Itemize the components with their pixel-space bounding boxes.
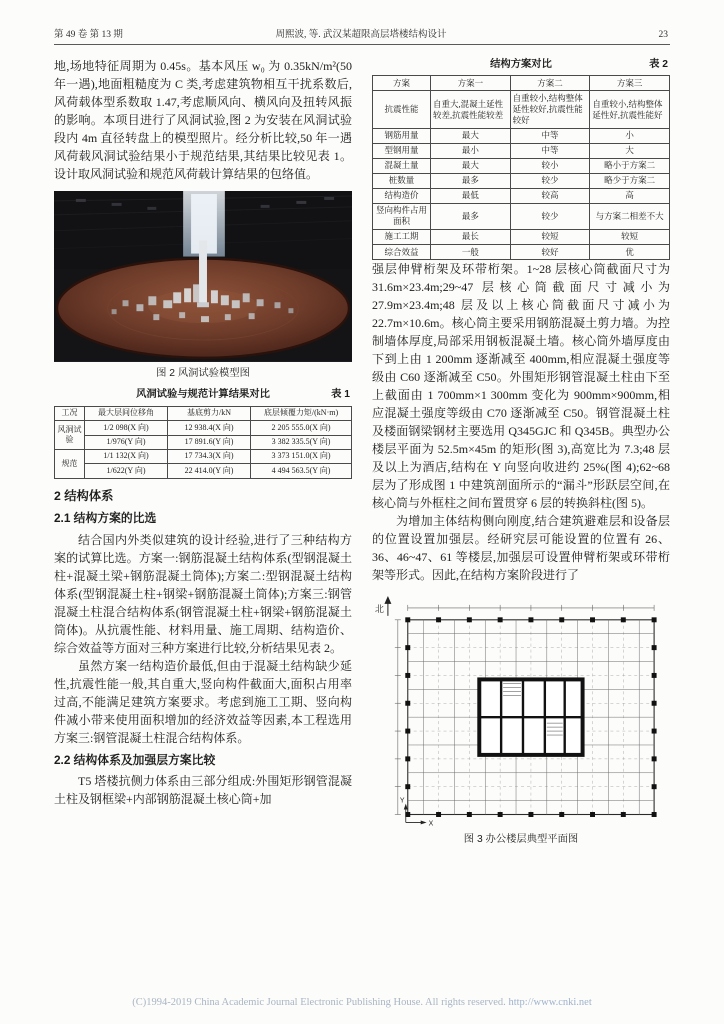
table-header-cell: 方案 [373, 76, 431, 91]
table-2-tag: 表 2 [649, 59, 668, 70]
table-cell: 最大 [431, 158, 511, 173]
table-cell: 竖向构件占用面积 [373, 203, 431, 229]
table-cell: 最长 [431, 229, 511, 244]
table-cell: 较高 [510, 188, 590, 203]
table-row [373, 203, 670, 229]
table-cell: 中等 [510, 128, 590, 143]
table-row [373, 91, 670, 128]
table-cell: 最多 [431, 203, 511, 229]
table-header-cell: 工况 [55, 406, 85, 420]
floor-plan-drawing [372, 592, 670, 828]
table-row [373, 76, 670, 91]
table-2-title [372, 57, 670, 72]
figure-2-caption: 图 2 风洞试验模型图 [156, 367, 250, 379]
table-cell: 1/622(Y 向) [85, 464, 168, 478]
right-column [372, 57, 670, 854]
table-row [373, 245, 670, 260]
table-cell: 22 414.0(Y 向) [168, 464, 251, 478]
table-header-cell: 方案一 [431, 76, 511, 91]
paragraph-core-dimensions: 强层伸臂桁架及环带桁架。1~28 层核心筒截面尺寸为 31.6m×23.4m;29~47 层核心筒截面尺寸减小为 27.9m×23.4m;48 层及以上核心筒截面尺寸减小为 22.7m×10.6m。核心筒主要采用钢筋混凝土剪力墙。为控制墙体厚度,局部采用钢板混凝土墙。核心筒外墙厚度由下到上由 1 200mm 逐渐减至 400mm,相应混凝土强度等级由 C60 逐渐减至 C50。外围矩形钢管混凝土柱由下至上截面由 1 700mm×1 300mm 变化为 900mm×900mm,相应混凝土强度等级由 C70 逐渐减至 C50。钢管混凝土柱及楼面钢梁钢材主要选用 Q345GJC 和 Q345B。典型办公楼层平面为 52.5m×45m 的矩形(图 3),高宽比为 7.3;48 层及以上为酒店,结构在 Y 向竖向收进约 25%(图 4);62~68 层为了形成图 1 中建筑剖面所示的“漏斗”形跃层空间,在核心筒与外框柱之间布置贯穿 6 层的转换斜柱(图 5)。 [372, 262, 670, 511]
table-row [373, 229, 670, 244]
table-cell: 12 938.4(X 向) [168, 421, 251, 435]
two-column-body [54, 57, 670, 854]
page-header [54, 26, 670, 45]
table-row [373, 143, 670, 158]
table-cell: 略少于方案二 [590, 173, 670, 188]
table-cell: 最多 [431, 173, 511, 188]
table-row [55, 464, 352, 478]
table-cell: 抗震性能 [373, 91, 431, 128]
table-cell: 较少 [510, 203, 590, 229]
table-row [55, 421, 352, 435]
table-header-cell: 方案二 [510, 76, 590, 91]
figure-2-wind-tunnel-photo [54, 191, 352, 362]
table-cell: 综合效益 [373, 245, 431, 260]
table-cell: 最大 [431, 128, 511, 143]
paragraph-strengthened-stories: 为增加主体结构侧向刚度,结合建筑避难层和设备层的位置设置加强层。经研究层可能设置的位置有 26、36、46~47、61 等楼层,加强层可设置伸臂桁架或环带桁架等形式。因此,在结构方案阶段进行了 [372, 514, 670, 583]
axis-y-label: Y [399, 797, 405, 805]
table-cell: 施工工期 [373, 229, 431, 244]
table-cell: 一般 [431, 245, 511, 260]
table-cell: 1/2 098(X 向) [85, 421, 168, 435]
paragraph-wind-load: 地,场地特征周期为 0.45s。基本风压 w₀ 为 0.35kN/m²(50 年一遇),地面粗糙度为 C 类,考虑建筑物相互干扰系数后,风荷载体型系数取 1.47,考虑顺风向、横风向及扭转风振的影响。本项目进行了风洞试验,图 2 为安装在风洞试验段内 4m 直径转盘上的模型照片。经分析比较,50 年一遇风荷载风洞试验结果小于规范结果,其结果比较见表 1。设计取风洞试验和规范风荷载计算结果的包络值。 [54, 59, 352, 181]
table-row [373, 158, 670, 173]
table-cell: 略小于方案二 [590, 158, 670, 173]
table-cell: 最小 [431, 143, 511, 158]
table-cell: 风洞试验 [55, 421, 85, 450]
table-cell: 中等 [510, 143, 590, 158]
table-cell: 2 205 555.0(X 向) [251, 421, 352, 435]
table-header-cell: 方案三 [590, 76, 670, 91]
table-header-cell: 最大层间位移角 [85, 406, 168, 420]
table-row [373, 173, 670, 188]
table-cell: 自重较小,结构整体延性较好,抗震性能较好 [510, 91, 590, 128]
paragraph-scheme-comparison: 结合国内外类似建筑的设计经验,进行了三种结构方案的试算比选。方案一:钢筋混凝土结构体系(型钢混凝土柱+混凝土梁+钢筋混凝土筒体);方案二:型钢混凝土结构体系(型钢混凝土柱+钢梁+钢筋混凝土筒体);方案三:钢管混凝土柱混合结构体系(钢管混凝土柱+钢梁+钢筋混凝土筒体)。从抗震性能、材料用量、施工周期、结构造价、综合效益等方面对三种方案进行比较,分析结果见表 2。 [54, 532, 352, 655]
table-row [373, 188, 670, 203]
table-cell: 桩数量 [373, 173, 431, 188]
table-row [373, 128, 670, 143]
table-cell: 较小 [510, 158, 590, 173]
volume-issue: 第 49 卷 第 13 期 [54, 30, 123, 40]
left-column [54, 57, 352, 854]
table-cell: 型钢用量 [373, 143, 431, 158]
table-header-cell: 底层倾覆力矩/(kN·m) [251, 406, 352, 420]
section-2-1-heading: 2.1 结构方案的比选 [54, 511, 157, 526]
paragraph-scheme-selection: 虽然方案一结构造价最低,但由于混凝土结构缺少延性,抗震性能一般,其自重大,竖向构件截面大,面积占用率过高,不能满足建筑方案要求。考虑到施工工期、竖向构件减小带来使用面积增加的经济效益等因素,本工程选用方案三:钢管混凝土柱混合结构体系。 [54, 658, 352, 745]
table-cell: 17 891.6(Y 向) [168, 435, 251, 449]
table-cell: 17 734.3(X 向) [168, 449, 251, 463]
table-header-cell: 基底剪力/kN [168, 406, 251, 420]
paragraph-lateral-system: T5 塔楼抗侧力体系由三部分组成:外围矩形钢管混凝土柱及钢框梁+内部钢筋混凝土核心筒+加 [54, 774, 352, 807]
table-cell: 较好 [510, 245, 590, 260]
table-cell: 优 [590, 245, 670, 260]
scheme-comparison-table [372, 75, 670, 260]
page-footer [0, 997, 724, 1008]
table-cell: 最低 [431, 188, 511, 203]
section-2-2-heading: 2.2 结构体系及加强层方案比较 [54, 752, 216, 767]
table-row [55, 449, 352, 463]
table-cell: 高 [590, 188, 670, 203]
figure-3-caption: 图 3 办公楼层典型平面图 [463, 834, 579, 846]
wind-tunnel-photo [54, 191, 352, 362]
table-cell: 规范 [55, 449, 85, 478]
table-cell: 较短 [510, 229, 590, 244]
table-2-title-text: 结构方案对比 [490, 59, 552, 70]
table-cell: 大 [590, 143, 670, 158]
table-cell: 3 373 151.0(X 向) [251, 449, 352, 463]
table-cell: 结构造价 [373, 188, 431, 203]
table-cell: 与方案二相差不大 [590, 203, 670, 229]
table-cell: 1/1 132(X 向) [85, 449, 168, 463]
copyright-notice: (C)1994-2019 China Academic Journal Electronic Publishing House. All rights reserved. [132, 997, 506, 1008]
table-cell: 3 382 335.5(Y 向) [251, 435, 352, 449]
page-number: 23 [658, 30, 668, 40]
table-cell: 较少 [510, 173, 590, 188]
table-1-tag: 表 1 [331, 389, 350, 401]
table-row [55, 406, 352, 420]
axis-x-label: X [428, 820, 434, 828]
running-title: 周熙波, 等. 武汉某超限高层塔楼结构设计 [275, 30, 447, 40]
table-row [55, 435, 352, 449]
table-cell: 小 [590, 128, 670, 143]
cnki-link[interactable]: http://www.cnki.net [508, 997, 592, 1008]
section-2-heading: 2 结构体系 [54, 488, 114, 503]
table-cell: 钢筋用量 [373, 128, 431, 143]
table-cell: 1/976(Y 向) [85, 435, 168, 449]
wind-tunnel-comparison-table [54, 406, 352, 479]
north-label: 北 [374, 603, 384, 614]
table-cell: 4 494 563.5(Y 向) [251, 464, 352, 478]
table-cell: 混凝土量 [373, 158, 431, 173]
figure-3-floor-plan [372, 592, 670, 828]
table-cell: 自重较小,结构整体延性好,抗震性能好 [590, 91, 670, 128]
table-1-title-text: 风洞试验与规范计算结果对比 [136, 389, 270, 401]
table-1-title [54, 387, 352, 402]
table-cell: 较短 [590, 229, 670, 244]
table-cell: 自重大,混凝土延性较差,抗震性能较差 [431, 91, 511, 128]
